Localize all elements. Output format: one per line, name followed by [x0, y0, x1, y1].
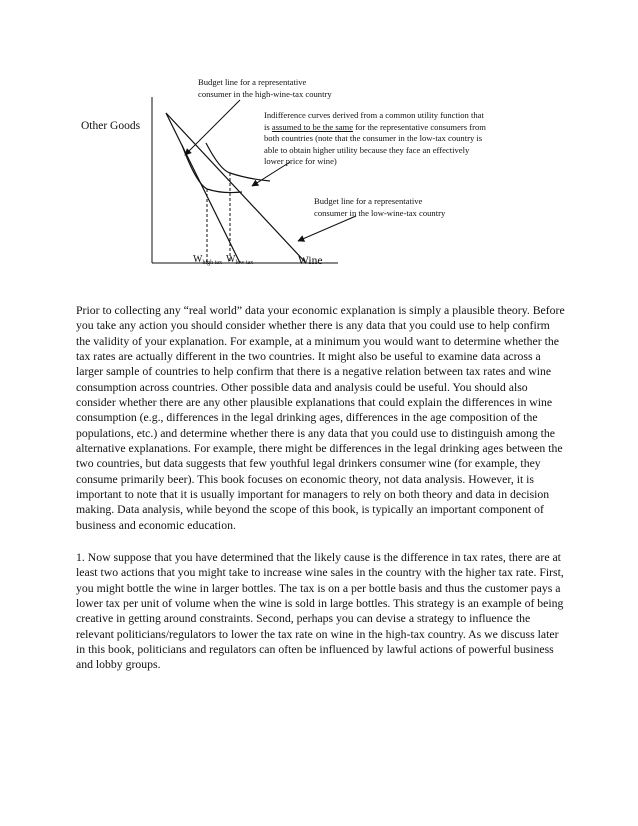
w-low-tax-label: $W_{low tax}$	[226, 254, 254, 266]
label-low-tax-budget: Budget line for a representative consumer in the low-wine-tax country	[314, 196, 446, 218]
y-axis-label: Other Goods	[81, 120, 141, 132]
paragraph-data-validation: Prior to collecting any “real world” data your economic explanation is simply a plausible theory. Before you take any action you should consider whether there is any data that you could use to help confirm the validity of your explanation. For example, at a minimum you would want to determine whether the tax rates are actually different in the two countries. It might also be useful to examine data across a larger sample of countries to help confirm that there is a negative relation between tax rates and wine consumption across countries. Other possible data and analysis could be useful. You should also consider whether there are any other plausible explanations that could explain the differences in wine consumption (e.g., differences in the legal drinking ages, differences in the age composition of the populations, etc.) and determine whether there is any data that you could use to distinguish among the alternative explanations. For example, there might be differences in the legal drinking ages between the two countries, but data suggests that few youthful legal drinkers consumer wine (for example, they consume primarily beer). This book focuses on economic theory, not data analysis. However, it is important to note that it is usually important for managers to rely on both theory and data in decision making. Data analysis, while beyond the scope of this book, is typically an important component of business and economic education.	[76, 304, 565, 532]
arrow-low-budget	[298, 216, 356, 241]
label-indifference-curves: Indifference curves derived from a common utility function that is assumed to be the same for the representative consumers from both countries (note that the consumer in the low-tax country is able to obtain higher utility because they face an effectively lower price for wine)	[264, 110, 486, 167]
indifference-curve-high	[206, 143, 270, 181]
arrow-high-budget	[185, 100, 240, 155]
paragraph-actions: 1. Now suppose that you have determined that the likely cause is the difference in tax rates, there are at least two actions that you might take to increase wine sales in the country with the higher tax rate. First, you might bottle the wine in larger bottles. The tax is on a per bottle basis and thus the customer pays a lower tax per unit of volume when the wine is sold in large bottles. This strategy is an example of being creative in getting around constraints. Second, perhaps you can devise a strategy to influence the relevant politicians/regulators to lower the tax rate on wine in the high-tax country. As we discuss later in this book, politicians and regulators can often be influenced by lawful actions of powerful business and lobby groups.	[76, 551, 564, 672]
w-high-tax-label: $W_{high tax}$	[193, 254, 222, 266]
high-tax-budget-line	[166, 113, 240, 263]
x-axis-label: Wine	[298, 255, 323, 267]
label-high-tax-budget: Budget line for a representative consumer in the high-wine-tax country	[198, 77, 332, 99]
